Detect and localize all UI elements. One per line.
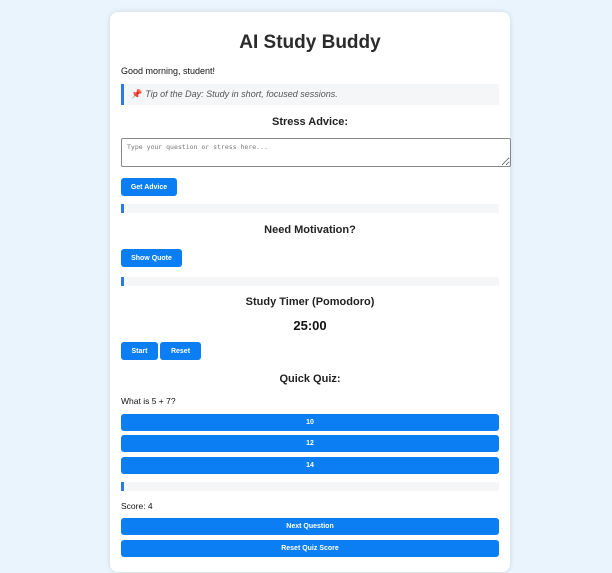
greeting-text: Good morning, student! — [121, 66, 216, 76]
stress-advice-heading: Stress Advice: — [271, 116, 349, 128]
motivation-heading: Need Motivation? — [264, 224, 356, 236]
quiz-option-button[interactable]: 10 — [121, 414, 499, 431]
quiz-heading: Quick Quiz: — [279, 373, 341, 385]
reset-quiz-score-button[interactable]: Reset Quiz Score — [121, 540, 499, 557]
quiz-option-button[interactable]: 14 — [121, 457, 499, 474]
next-question-button[interactable]: Next Question — [121, 518, 499, 535]
quiz-score: Score: 4 — [121, 501, 153, 511]
advice-output — [121, 204, 499, 213]
tip-of-the-day — [121, 84, 499, 105]
timer-display: 25:00 — [293, 318, 327, 333]
get-advice-button[interactable]: Get Advice — [121, 178, 177, 196]
quiz-option-button[interactable]: 12 — [121, 435, 499, 452]
tip-text: Tip of the Day: Study in short, focused sessions. — [145, 89, 338, 99]
stress-input[interactable] — [121, 138, 511, 167]
start-timer-button[interactable]: Start — [121, 342, 158, 360]
quiz-question: What is 5 + 7? — [121, 396, 176, 406]
pushpin-icon: 📌 — [131, 89, 143, 99]
quote-output — [121, 277, 499, 286]
timer-heading: Study Timer (Pomodoro) — [245, 296, 375, 308]
reset-timer-button[interactable]: Reset — [160, 342, 201, 360]
quiz-feedback — [121, 482, 499, 491]
show-quote-button[interactable]: Show Quote — [121, 249, 182, 267]
study-buddy-card — [110, 12, 510, 572]
page-title: AI Study Buddy — [239, 32, 381, 53]
